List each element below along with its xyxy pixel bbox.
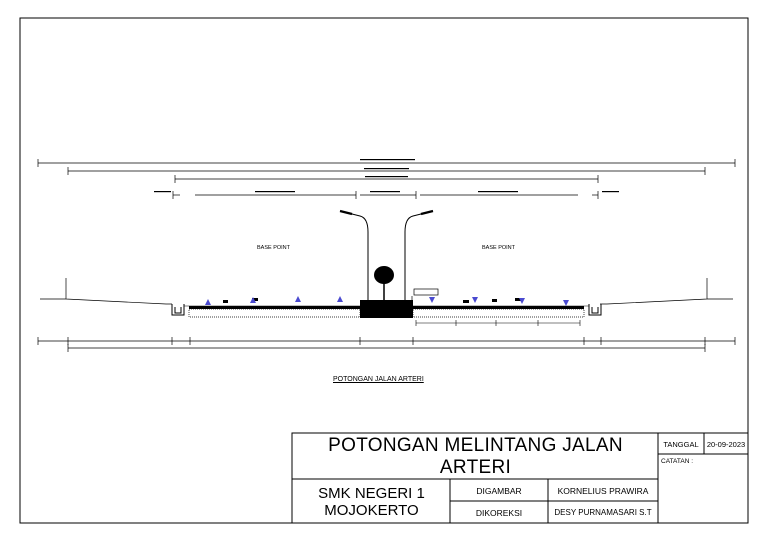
drainage-right [589,304,601,315]
checked-by-label: DIKOREKSI [475,507,523,518]
school-line-1: SMK NEGERI 1 [318,484,425,502]
dimension-tiny-labels [154,159,619,192]
drainage-left [172,304,184,315]
arrow-down-1 [429,297,435,303]
sub-dimensions-right [416,320,580,326]
median-sign [412,289,438,302]
drawing-caption: POTONGAN JALAN ARTERI [333,376,424,383]
school-line-2: MOJOKERTO [324,501,419,519]
arrow-up-4 [337,296,343,302]
base-point-label-left: BASE POINT [257,245,291,251]
arrow-down-2 [472,297,478,303]
notes-label: CATATAN : [661,458,694,465]
street-light-left [340,211,368,300]
arrow-up-1 [205,299,211,305]
pavement-right [413,306,584,317]
median-tree [374,266,394,300]
checked-by-name: DESY PURNAMASARI S.T [554,508,652,517]
pavement-left [189,306,360,317]
dimension-line-bottom-2 [68,344,705,352]
school-name [293,480,450,523]
date-label: TANGGAL [663,439,699,449]
drawing-title: POTONGAN MELINTANG JALAN ARTERI [328,434,623,478]
street-light-right [405,211,433,300]
median-block [360,300,413,318]
drawn-by-label: DIGAMBAR [476,485,522,496]
date-value: 20-09-2023 [706,439,746,449]
arrow-down-4 [563,300,569,306]
drawn-by-name: KORNELIUS PRAWIRA [557,485,649,496]
dimension-line-bottom-1 [38,337,735,345]
arrow-up-3 [295,296,301,302]
base-point-label-right: BASE POINT [482,245,516,251]
